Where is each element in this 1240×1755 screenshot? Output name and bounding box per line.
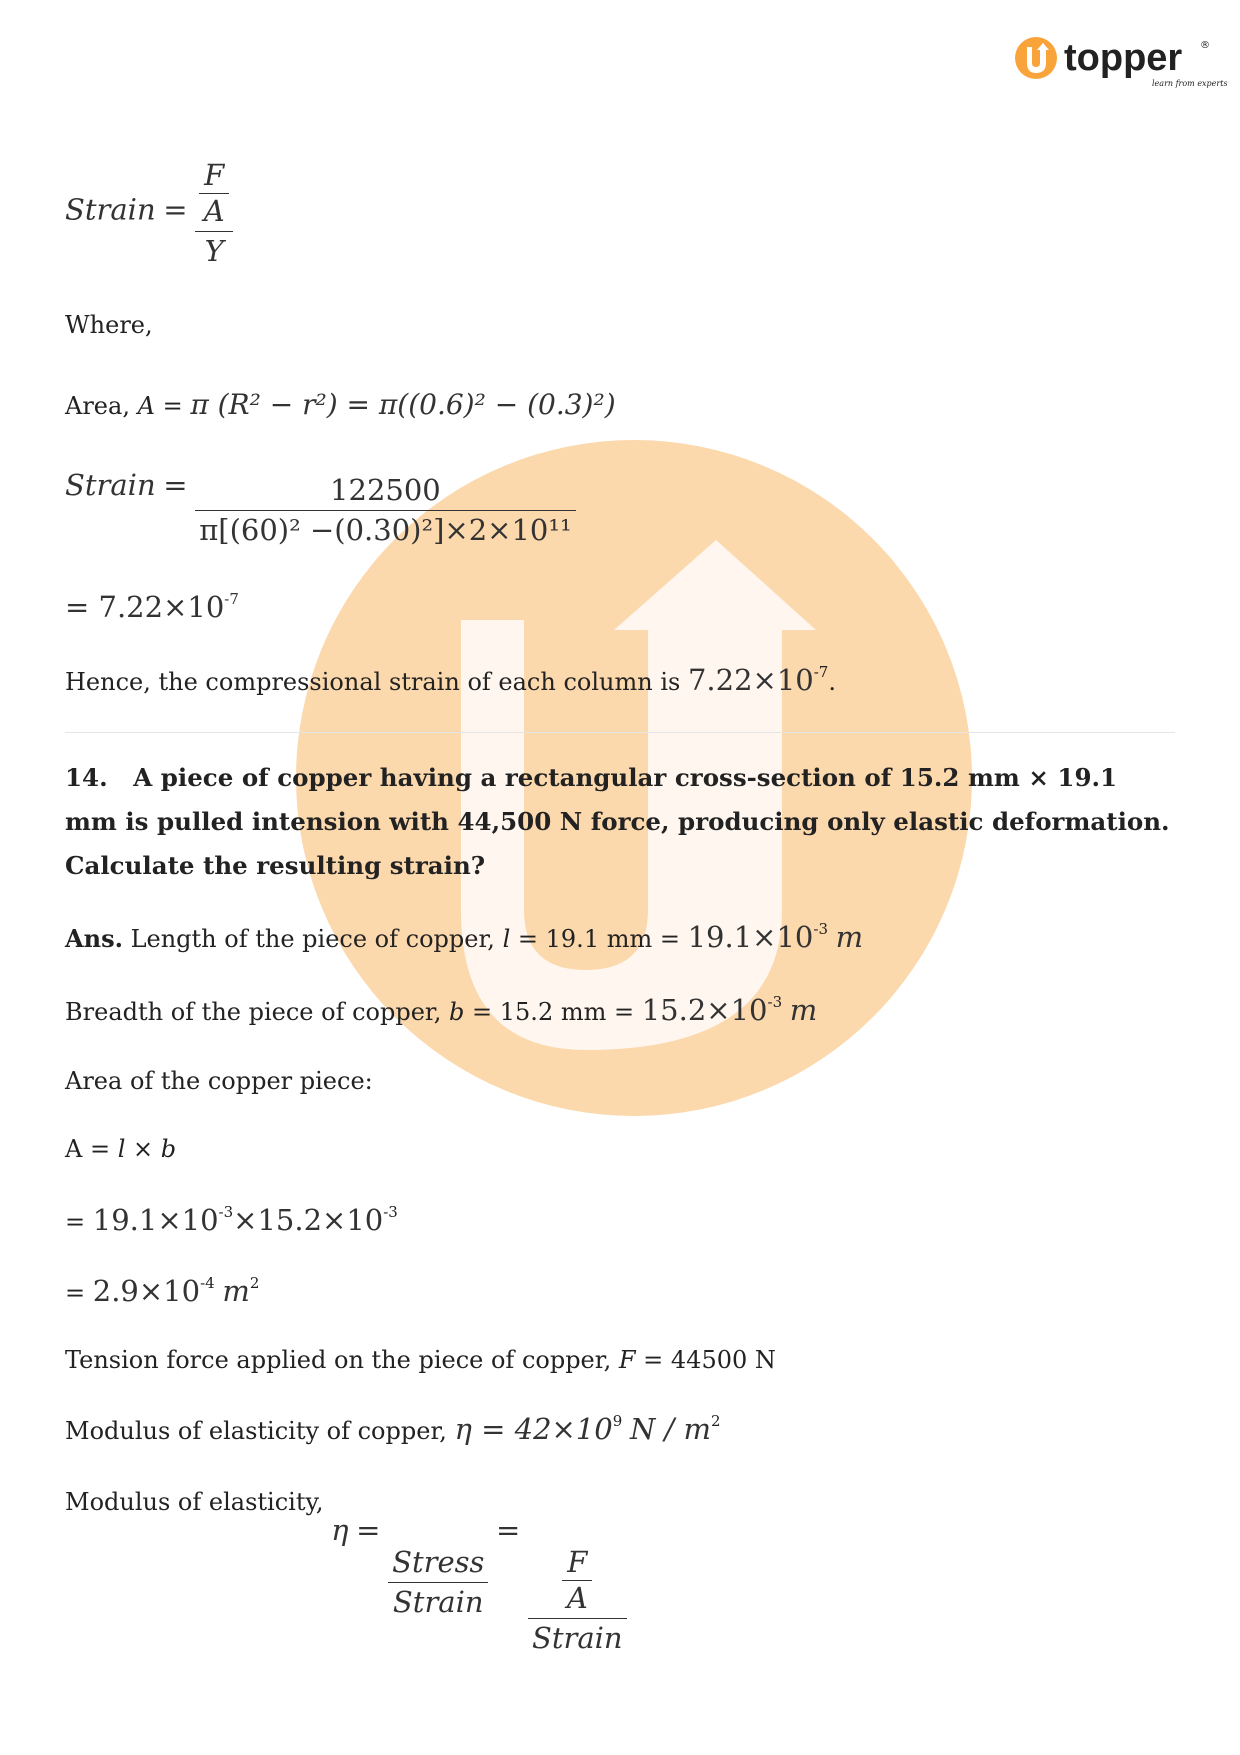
a-prefix: A = xyxy=(65,1135,111,1163)
calc2-unit-exp: 2 xyxy=(249,1274,260,1292)
var-y: Y xyxy=(204,233,224,268)
nested-fraction xyxy=(195,158,233,268)
a-times: × xyxy=(133,1135,154,1163)
calc2-unit: m xyxy=(222,1274,250,1308)
logo-tagline: learn from experts xyxy=(1152,79,1228,88)
topper-logo xyxy=(1014,34,1228,94)
modulus-unit-exp: 2 xyxy=(711,1412,721,1430)
numerator: 122500 xyxy=(330,473,441,508)
equals-sign-4: = xyxy=(496,1513,521,1547)
var-a-2: A xyxy=(566,1580,588,1615)
length-eq: = 19.1 mm = xyxy=(517,925,680,953)
force-area-strain-fraction xyxy=(528,1545,627,1655)
calc1-b: ×15.2×10 xyxy=(233,1203,384,1237)
var-f: F xyxy=(204,158,225,192)
calc1-exp2: -3 xyxy=(383,1203,398,1221)
breadth-eq: = 15.2 mm = xyxy=(472,998,635,1026)
equals-sign-2: = xyxy=(163,468,188,502)
area-copper-text: Area of the copper piece: xyxy=(65,1067,373,1095)
strain-calc xyxy=(65,468,576,548)
hence-exp: -7 xyxy=(813,663,829,681)
area-line: Area, A = π (R² − r²) = π((0.6)² − (0.3)²) xyxy=(65,388,616,421)
registered-mark: ® xyxy=(1200,40,1210,51)
length-exp: -3 xyxy=(813,920,829,938)
length-unit: m xyxy=(835,920,864,954)
section-divider xyxy=(65,732,1175,733)
area-formula: π (R² − r²) = π((0.6)² − (0.3)²) xyxy=(190,388,616,421)
calc2-exp: -4 xyxy=(200,1274,215,1292)
stress-label: Stress xyxy=(392,1545,485,1579)
area-var: A xyxy=(137,392,155,420)
equals-sign-3: = xyxy=(356,1513,381,1547)
breadth-line xyxy=(65,993,817,1028)
modulus-line xyxy=(65,1412,721,1447)
strain-label-2: Strain xyxy=(65,468,156,502)
a-equation xyxy=(65,1135,176,1164)
where-text: Where, xyxy=(65,311,153,339)
tension-var: F xyxy=(618,1346,636,1374)
tension-line xyxy=(65,1346,776,1375)
breadth-text: Breadth of the piece of copper, xyxy=(65,998,442,1026)
strain-fraction xyxy=(195,473,575,548)
breadth-unit: m xyxy=(789,993,818,1027)
tension-text: Tension force applied on the piece of copper, xyxy=(65,1346,612,1374)
eta-symbol: η xyxy=(331,1513,349,1547)
calc2-a: 2.9×10 xyxy=(92,1274,201,1308)
modulus-exp: 9 xyxy=(612,1412,623,1430)
calc1-a: 19.1×10 xyxy=(92,1203,219,1237)
length-value: 19.1×10 xyxy=(687,920,814,954)
length-var: l xyxy=(502,925,511,953)
a-var-l: l xyxy=(117,1135,126,1163)
strain-label-4: Strain xyxy=(531,1620,623,1655)
var-a: A xyxy=(203,193,225,228)
modulus-unit: N / m xyxy=(629,1412,712,1446)
modulus-value: η = 42×10 xyxy=(454,1412,613,1446)
breadth-value: 15.2×10 xyxy=(641,993,768,1027)
answer-length xyxy=(65,920,863,955)
area-label: Area, xyxy=(65,392,130,420)
calc-line-2: = $2.9\times 10^{-4}$ $m^2$ xyxy=(65,1274,260,1308)
question-text: A piece of copper having a rectangular cross-section of 15.2 mm × 19.1 mm is pulled intension with 44,500 N force, producing only elastic deformation. Calculate the resulting strain? xyxy=(65,763,1170,880)
breadth-exp: -3 xyxy=(767,993,783,1011)
answer-label: Ans. xyxy=(65,924,123,953)
strain-result xyxy=(65,590,239,625)
tension-eq: = 44500 N xyxy=(643,1346,776,1374)
stress-strain-fraction xyxy=(388,1545,488,1620)
hence-text: Hence, the compressional strain of each column is xyxy=(65,668,681,696)
hence-line: Hence, the compressional strain of each column is $7.22\times 10^{-7}$. xyxy=(65,663,836,697)
calc1-exp1: -3 xyxy=(218,1203,234,1221)
var-f-2: F xyxy=(567,1545,588,1579)
length-text: Length of the piece of copper, xyxy=(130,925,495,953)
question-14 xyxy=(65,756,1175,888)
calc-line-1: = $19.1\times 10^{-3}\times 15.2\times 10^{-3}$ xyxy=(65,1203,398,1237)
strain-formula xyxy=(65,158,233,268)
modulus-formula xyxy=(65,1488,627,1655)
question-number: 14. xyxy=(65,763,108,792)
breadth-var: b xyxy=(449,998,465,1026)
strain-label-3: Strain xyxy=(392,1584,484,1619)
a-var-b: b xyxy=(160,1135,177,1163)
modulus2-text: Modulus of elasticity, xyxy=(65,1488,324,1516)
modulus-text: Modulus of elasticity of copper, xyxy=(65,1417,447,1445)
result-value: = 7.22×10 xyxy=(65,590,225,624)
denominator: π[(60)² −(0.30)²]×2×10¹¹ xyxy=(199,513,572,547)
logo-wordmark: topper xyxy=(1064,37,1183,79)
strain-label: Strain xyxy=(65,192,156,227)
hence-value: 7.22×10 xyxy=(687,663,814,697)
equals-sign: = xyxy=(163,192,188,227)
result-exp: -7 xyxy=(224,590,239,608)
